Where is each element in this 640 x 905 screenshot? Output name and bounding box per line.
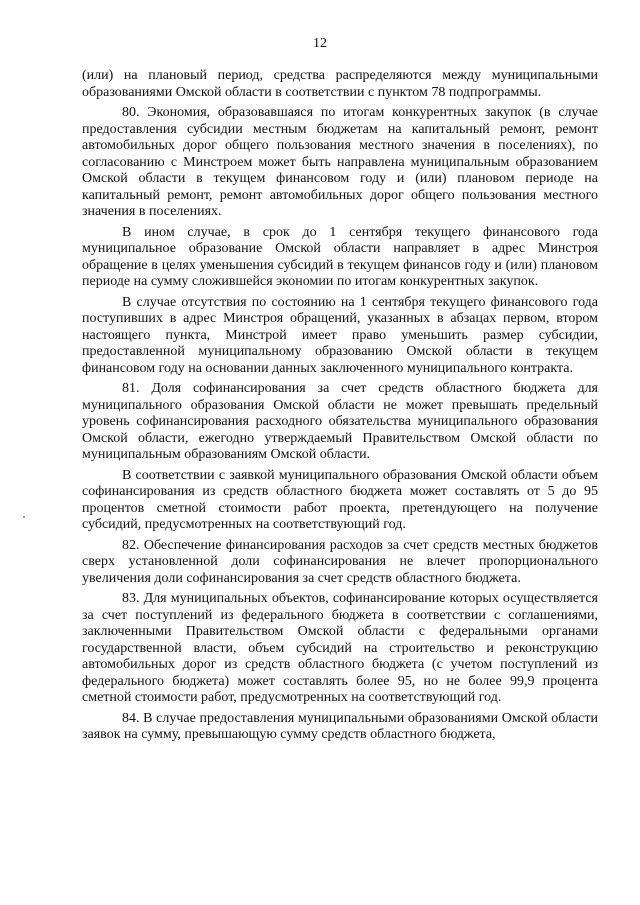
paragraph-80-second: В ином случае, в срок до 1 сентября текущего финансового года муниципальное образование Омской области направляет в адрес Минстроя обращение в целях уменьшения субсидий в текущем финансов году и (или) плановом периоде на сумму сложившейся экономии по итогам конкурентных закупок. <box>82 224 598 289</box>
paragraph-82: 82. Обеспечение финансирования расходов за счет средств местных бюджетов сверх установленной доли софинансирования не влечет пропорционального увеличения доли софинансирования за счет средств областного бюджета. <box>82 537 598 586</box>
paragraph-84: 84. В случае предоставления муниципальными образованиями Омской области заявок на сумму, превышающую сумму средств областного бюджета, <box>82 710 598 742</box>
paragraph-81-second: В соответствии с заявкой муниципального образования Омской области объем софинансирования из средств областного бюджета может составлять от 5 до 95 процентов сметной стоимости работ проекта, претендующего на получение субсидий, предусмотренных на соответствующий год. <box>82 467 598 532</box>
paragraph-80-third: В случае отсутствия по состоянию на 1 сентября текущего финансового года поступивших в адрес Минстроя обращений, указанных в абзацах первом, втором настоящего пункта, Минстрой имеет право уменьшить размер субсидии, предоставленной муниципальному образованию Омской области в текущем финансовом году на основании данных заключенного муниципального контракта. <box>82 294 598 376</box>
document-body <box>82 68 598 748</box>
paragraph-81: 81. Доля софинансирования за счет средств областного бюджета для муниципального образования Омской области не может превышать предельный уровень софинансирования расходного обязательства муниципального образования Омской области, ежегодно утверждаемый Правительством Омской области по муниципальным образованиям Омской области. <box>82 381 598 462</box>
page-number: 12 <box>313 36 327 51</box>
paragraph-continuation: (или) на плановый период, средства распределяются между муниципальными образованиями Омской области в соответствии с пунктом 78 подпрограммы. <box>82 68 598 100</box>
margin-mark <box>23 516 25 518</box>
paragraph-83: 83. Для муниципальных объектов, софинансирование которых осуществляется за счет поступлений из федерального бюджета в соответствии с соглашениями, заключенными Правительством Омской области с федеральными органами государственной власти, объем субсидий на строительство и реконструкцию автомобильных дорог из средств областного бюджета (с учетом поступлений из федерального бюджета) может составлять более 95, но не более 99,9 процента сметной стоимости работ, предусмотренных на соответствующий год. <box>82 591 598 705</box>
paragraph-80: 80. Экономия, образовавшаяся по итогам конкурентных закупок (в случае предоставления субсидии местным бюджетам на капитальный ремонт, ремонт автомобильных дорог общего пользования местного значения в поселениях), по согласованию с Минстроем может быть направлена муниципальным образованием Омской области в текущем финансовом году и (или) плановом периоде на капитальный ремонт, ремонт автомобильных дорог общего пользования местного значения в поселениях. <box>82 105 598 219</box>
